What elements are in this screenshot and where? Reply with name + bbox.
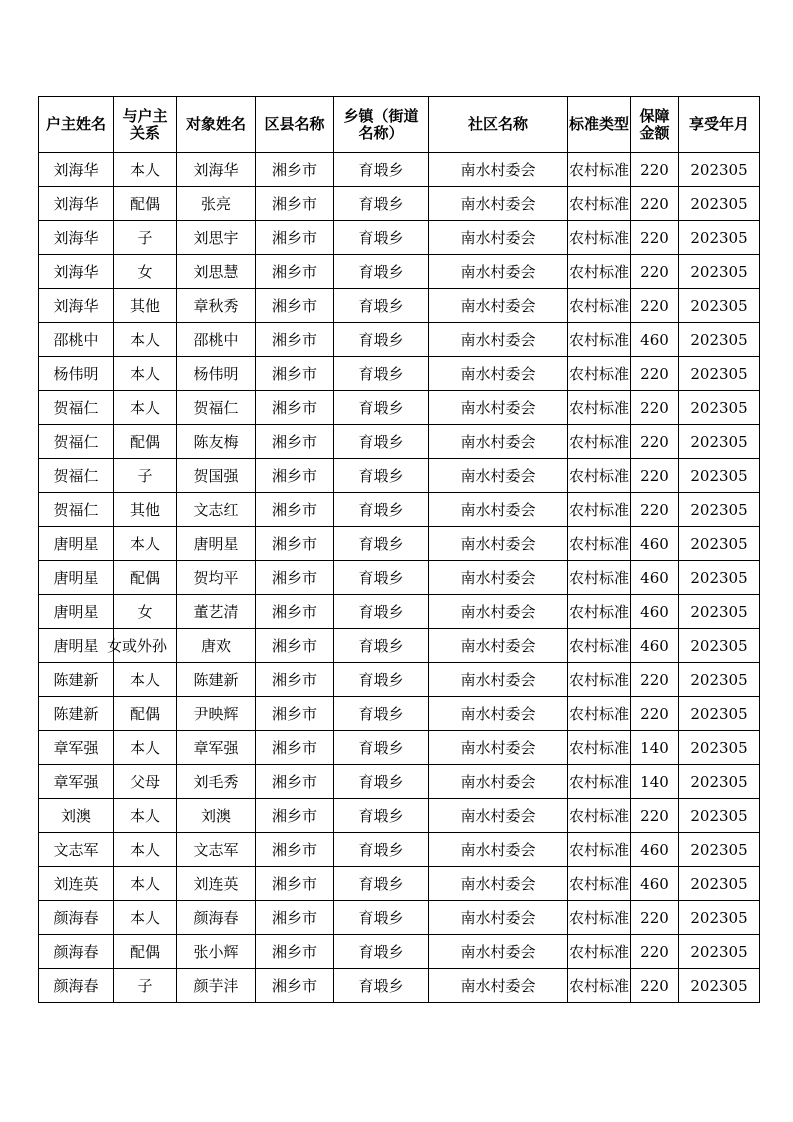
- cell-biaozhun: 农村标准: [568, 663, 631, 697]
- cell-guanxi: 配偶: [114, 697, 177, 731]
- cell-biaozhun: 农村标准: [568, 595, 631, 629]
- cell-quxian: 湘乡市: [256, 833, 334, 867]
- table-row: [39, 663, 760, 697]
- cell-biaozhun: 农村标准: [568, 425, 631, 459]
- cell-huzhu: 刘海华: [39, 221, 114, 255]
- cell-quxian: 湘乡市: [256, 357, 334, 391]
- cell-shequ: 南水村委会: [429, 833, 568, 867]
- cell-huzhu: 刘澳: [39, 799, 114, 833]
- cell-nianyue: 202305: [679, 255, 760, 289]
- cell-duixiang: 陈友梅: [177, 425, 256, 459]
- cell-duixiang: 章秋秀: [177, 289, 256, 323]
- cell-quxian: 湘乡市: [256, 527, 334, 561]
- cell-jine: 460: [631, 867, 679, 901]
- cell-jine: 220: [631, 799, 679, 833]
- cell-huzhu: 刘海华: [39, 289, 114, 323]
- cell-xiangzhen: 育塅乡: [334, 595, 429, 629]
- cell-shequ: 南水村委会: [429, 459, 568, 493]
- cell-shequ: 南水村委会: [429, 561, 568, 595]
- cell-biaozhun: 农村标准: [568, 561, 631, 595]
- cell-huzhu: 刘连英: [39, 867, 114, 901]
- table-row: [39, 629, 760, 663]
- cell-biaozhun: 农村标准: [568, 629, 631, 663]
- cell-guanxi: 配偶: [114, 187, 177, 221]
- cell-quxian: 湘乡市: [256, 323, 334, 357]
- cell-huzhu: 唐明星: [39, 527, 114, 561]
- cell-duixiang: 尹映辉: [177, 697, 256, 731]
- table-row: [39, 969, 760, 1003]
- cell-nianyue: 202305: [679, 323, 760, 357]
- table-row: [39, 935, 760, 969]
- cell-quxian: 湘乡市: [256, 153, 334, 187]
- cell-xiangzhen: 育塅乡: [334, 391, 429, 425]
- cell-duixiang: 刘毛秀: [177, 765, 256, 799]
- table-row: [39, 833, 760, 867]
- cell-jine: 140: [631, 765, 679, 799]
- cell-huzhu: 贺福仁: [39, 425, 114, 459]
- cell-biaozhun: 农村标准: [568, 935, 631, 969]
- cell-xiangzhen: 育塅乡: [334, 969, 429, 1003]
- cell-xiangzhen: 育塅乡: [334, 187, 429, 221]
- cell-duixiang: 刘思慧: [177, 255, 256, 289]
- cell-xiangzhen: 育塅乡: [334, 867, 429, 901]
- cell-shequ: 南水村委会: [429, 493, 568, 527]
- cell-huzhu: 章军强: [39, 731, 114, 765]
- header-cell-shequ: 社区名称: [429, 97, 568, 153]
- table-row: [39, 799, 760, 833]
- cell-biaozhun: 农村标准: [568, 255, 631, 289]
- cell-jine: 220: [631, 289, 679, 323]
- cell-duixiang: 张小辉: [177, 935, 256, 969]
- cell-guanxi: 其他: [114, 289, 177, 323]
- cell-xiangzhen: 育塅乡: [334, 731, 429, 765]
- cell-huzhu: 邵桃中: [39, 323, 114, 357]
- cell-biaozhun: 农村标准: [568, 731, 631, 765]
- cell-quxian: 湘乡市: [256, 425, 334, 459]
- cell-guanxi: 女或外孙: [114, 629, 177, 663]
- cell-jine: 220: [631, 459, 679, 493]
- cell-duixiang: 刘海华: [177, 153, 256, 187]
- table-row: [39, 425, 760, 459]
- table-row: [39, 357, 760, 391]
- cell-huzhu: 陈建新: [39, 697, 114, 731]
- table-row: [39, 867, 760, 901]
- cell-biaozhun: 农村标准: [568, 323, 631, 357]
- table-row: [39, 595, 760, 629]
- cell-shequ: 南水村委会: [429, 595, 568, 629]
- table-row: [39, 187, 760, 221]
- cell-jine: 220: [631, 697, 679, 731]
- cell-shequ: 南水村委会: [429, 391, 568, 425]
- cell-duixiang: 陈建新: [177, 663, 256, 697]
- cell-guanxi: 配偶: [114, 935, 177, 969]
- cell-biaozhun: 农村标准: [568, 153, 631, 187]
- cell-jine: 220: [631, 935, 679, 969]
- table-row: [39, 561, 760, 595]
- cell-guanxi: 父母: [114, 765, 177, 799]
- cell-huzhu: 颜海春: [39, 969, 114, 1003]
- header-cell-jine: 保障金额: [631, 97, 679, 153]
- cell-jine: 140: [631, 731, 679, 765]
- cell-nianyue: 202305: [679, 663, 760, 697]
- cell-duixiang: 文志军: [177, 833, 256, 867]
- cell-quxian: 湘乡市: [256, 595, 334, 629]
- cell-guanxi: 子: [114, 969, 177, 1003]
- cell-shequ: 南水村委会: [429, 425, 568, 459]
- cell-shequ: 南水村委会: [429, 187, 568, 221]
- cell-shequ: 南水村委会: [429, 527, 568, 561]
- table-header: [39, 97, 760, 153]
- header-cell-guanxi: 与户主关系: [114, 97, 177, 153]
- cell-jine: 460: [631, 527, 679, 561]
- cell-jine: 220: [631, 391, 679, 425]
- cell-quxian: 湘乡市: [256, 867, 334, 901]
- cell-jine: 220: [631, 153, 679, 187]
- cell-quxian: 湘乡市: [256, 493, 334, 527]
- cell-duixiang: 贺福仁: [177, 391, 256, 425]
- cell-duixiang: 章军强: [177, 731, 256, 765]
- cell-xiangzhen: 育塅乡: [334, 799, 429, 833]
- cell-jine: 220: [631, 663, 679, 697]
- cell-duixiang: 颜芋沣: [177, 969, 256, 1003]
- cell-quxian: 湘乡市: [256, 969, 334, 1003]
- cell-biaozhun: 农村标准: [568, 527, 631, 561]
- cell-nianyue: 202305: [679, 391, 760, 425]
- cell-huzhu: 颜海春: [39, 901, 114, 935]
- cell-nianyue: 202305: [679, 493, 760, 527]
- cell-quxian: 湘乡市: [256, 901, 334, 935]
- cell-shequ: 南水村委会: [429, 663, 568, 697]
- cell-duixiang: 董艺清: [177, 595, 256, 629]
- cell-duixiang: 刘思宇: [177, 221, 256, 255]
- cell-biaozhun: 农村标准: [568, 833, 631, 867]
- cell-guanxi: 本人: [114, 833, 177, 867]
- cell-nianyue: 202305: [679, 561, 760, 595]
- cell-duixiang: 文志红: [177, 493, 256, 527]
- cell-xiangzhen: 育塅乡: [334, 833, 429, 867]
- cell-quxian: 湘乡市: [256, 629, 334, 663]
- cell-xiangzhen: 育塅乡: [334, 663, 429, 697]
- cell-jine: 220: [631, 221, 679, 255]
- cell-guanxi: 本人: [114, 357, 177, 391]
- table-row: [39, 527, 760, 561]
- cell-guanxi: 子: [114, 221, 177, 255]
- cell-huzhu: 唐明星: [39, 561, 114, 595]
- cell-quxian: 湘乡市: [256, 187, 334, 221]
- cell-biaozhun: 农村标准: [568, 765, 631, 799]
- cell-huzhu: 杨伟明: [39, 357, 114, 391]
- cell-xiangzhen: 育塅乡: [334, 697, 429, 731]
- header-row: [39, 97, 760, 153]
- cell-huzhu: 刘海华: [39, 187, 114, 221]
- cell-xiangzhen: 育塅乡: [334, 459, 429, 493]
- table-row: [39, 221, 760, 255]
- cell-quxian: 湘乡市: [256, 697, 334, 731]
- cell-nianyue: 202305: [679, 629, 760, 663]
- cell-guanxi: 本人: [114, 901, 177, 935]
- cell-xiangzhen: 育塅乡: [334, 255, 429, 289]
- cell-biaozhun: 农村标准: [568, 969, 631, 1003]
- cell-duixiang: 张亮: [177, 187, 256, 221]
- header-cell-huzhu: 户主姓名: [39, 97, 114, 153]
- cell-jine: 460: [631, 629, 679, 663]
- cell-shequ: 南水村委会: [429, 731, 568, 765]
- cell-biaozhun: 农村标准: [568, 493, 631, 527]
- cell-quxian: 湘乡市: [256, 731, 334, 765]
- cell-jine: 220: [631, 969, 679, 1003]
- cell-nianyue: 202305: [679, 697, 760, 731]
- cell-shequ: 南水村委会: [429, 289, 568, 323]
- cell-shequ: 南水村委会: [429, 969, 568, 1003]
- cell-nianyue: 202305: [679, 867, 760, 901]
- cell-guanxi: 子: [114, 459, 177, 493]
- cell-biaozhun: 农村标准: [568, 221, 631, 255]
- cell-nianyue: 202305: [679, 935, 760, 969]
- header-cell-xiangzhen: 乡镇（街道名称）: [334, 97, 429, 153]
- cell-duixiang: 刘连英: [177, 867, 256, 901]
- cell-shequ: 南水村委会: [429, 255, 568, 289]
- table-row: [39, 493, 760, 527]
- cell-xiangzhen: 育塅乡: [334, 323, 429, 357]
- cell-nianyue: 202305: [679, 799, 760, 833]
- cell-huzhu: 贺福仁: [39, 493, 114, 527]
- cell-nianyue: 202305: [679, 969, 760, 1003]
- cell-biaozhun: 农村标准: [568, 357, 631, 391]
- cell-guanxi: 配偶: [114, 425, 177, 459]
- cell-duixiang: 贺国强: [177, 459, 256, 493]
- header-cell-duixiang: 对象姓名: [177, 97, 256, 153]
- cell-xiangzhen: 育塅乡: [334, 425, 429, 459]
- cell-quxian: 湘乡市: [256, 663, 334, 697]
- cell-quxian: 湘乡市: [256, 255, 334, 289]
- cell-xiangzhen: 育塅乡: [334, 221, 429, 255]
- cell-xiangzhen: 育塅乡: [334, 357, 429, 391]
- cell-jine: 460: [631, 323, 679, 357]
- cell-quxian: 湘乡市: [256, 561, 334, 595]
- header-cell-quxian: 区县名称: [256, 97, 334, 153]
- cell-shequ: 南水村委会: [429, 799, 568, 833]
- cell-quxian: 湘乡市: [256, 799, 334, 833]
- cell-jine: 220: [631, 493, 679, 527]
- cell-nianyue: 202305: [679, 595, 760, 629]
- table-row: [39, 323, 760, 357]
- cell-jine: 220: [631, 425, 679, 459]
- cell-quxian: 湘乡市: [256, 391, 334, 425]
- cell-shequ: 南水村委会: [429, 357, 568, 391]
- table-row: [39, 901, 760, 935]
- cell-quxian: 湘乡市: [256, 289, 334, 323]
- cell-nianyue: 202305: [679, 357, 760, 391]
- cell-nianyue: 202305: [679, 153, 760, 187]
- cell-duixiang: 唐明星: [177, 527, 256, 561]
- table-row: [39, 255, 760, 289]
- cell-duixiang: 唐欢: [177, 629, 256, 663]
- cell-shequ: 南水村委会: [429, 935, 568, 969]
- cell-shequ: 南水村委会: [429, 221, 568, 255]
- cell-guanxi: 本人: [114, 867, 177, 901]
- cell-xiangzhen: 育塅乡: [334, 935, 429, 969]
- table-body: [39, 153, 760, 1003]
- cell-jine: 220: [631, 357, 679, 391]
- cell-biaozhun: 农村标准: [568, 901, 631, 935]
- cell-duixiang: 颜海春: [177, 901, 256, 935]
- cell-shequ: 南水村委会: [429, 629, 568, 663]
- assistance-table: [38, 96, 760, 1003]
- cell-jine: 220: [631, 901, 679, 935]
- cell-jine: 220: [631, 187, 679, 221]
- cell-quxian: 湘乡市: [256, 935, 334, 969]
- table-row: [39, 731, 760, 765]
- cell-guanxi: 本人: [114, 391, 177, 425]
- cell-xiangzhen: 育塅乡: [334, 901, 429, 935]
- cell-biaozhun: 农村标准: [568, 459, 631, 493]
- cell-shequ: 南水村委会: [429, 697, 568, 731]
- cell-huzhu: 刘海华: [39, 255, 114, 289]
- cell-huzhu: 文志军: [39, 833, 114, 867]
- cell-shequ: 南水村委会: [429, 765, 568, 799]
- cell-shequ: 南水村委会: [429, 153, 568, 187]
- table-row: [39, 391, 760, 425]
- cell-xiangzhen: 育塅乡: [334, 153, 429, 187]
- cell-huzhu: 刘海华: [39, 153, 114, 187]
- cell-huzhu: 颜海春: [39, 935, 114, 969]
- cell-huzhu: 贺福仁: [39, 391, 114, 425]
- cell-shequ: 南水村委会: [429, 323, 568, 357]
- cell-quxian: 湘乡市: [256, 459, 334, 493]
- cell-biaozhun: 农村标准: [568, 867, 631, 901]
- cell-huzhu: 陈建新: [39, 663, 114, 697]
- cell-jine: 220: [631, 255, 679, 289]
- cell-xiangzhen: 育塅乡: [334, 629, 429, 663]
- table-row: [39, 459, 760, 493]
- cell-nianyue: 202305: [679, 901, 760, 935]
- table-row: [39, 765, 760, 799]
- cell-duixiang: 邵桃中: [177, 323, 256, 357]
- cell-quxian: 湘乡市: [256, 765, 334, 799]
- cell-nianyue: 202305: [679, 425, 760, 459]
- cell-nianyue: 202305: [679, 187, 760, 221]
- cell-guanxi: 本人: [114, 527, 177, 561]
- cell-quxian: 湘乡市: [256, 221, 334, 255]
- cell-nianyue: 202305: [679, 221, 760, 255]
- cell-biaozhun: 农村标准: [568, 187, 631, 221]
- header-cell-biaozhun: 标准类型: [568, 97, 631, 153]
- cell-duixiang: 贺均平: [177, 561, 256, 595]
- cell-jine: 460: [631, 561, 679, 595]
- cell-huzhu: 唐明星: [39, 595, 114, 629]
- cell-xiangzhen: 育塅乡: [334, 493, 429, 527]
- cell-xiangzhen: 育塅乡: [334, 289, 429, 323]
- cell-guanxi: 本人: [114, 799, 177, 833]
- cell-nianyue: 202305: [679, 833, 760, 867]
- cell-biaozhun: 农村标准: [568, 391, 631, 425]
- cell-nianyue: 202305: [679, 459, 760, 493]
- cell-nianyue: 202305: [679, 289, 760, 323]
- cell-duixiang: 杨伟明: [177, 357, 256, 391]
- cell-nianyue: 202305: [679, 765, 760, 799]
- cell-biaozhun: 农村标准: [568, 799, 631, 833]
- table-row: [39, 153, 760, 187]
- cell-guanxi: 其他: [114, 493, 177, 527]
- cell-guanxi: 女: [114, 595, 177, 629]
- cell-shequ: 南水村委会: [429, 901, 568, 935]
- cell-guanxi: 配偶: [114, 561, 177, 595]
- table-row: [39, 697, 760, 731]
- cell-guanxi: 本人: [114, 323, 177, 357]
- cell-shequ: 南水村委会: [429, 867, 568, 901]
- cell-huzhu: 贺福仁: [39, 459, 114, 493]
- cell-xiangzhen: 育塅乡: [334, 561, 429, 595]
- cell-jine: 460: [631, 595, 679, 629]
- cell-guanxi: 女: [114, 255, 177, 289]
- cell-xiangzhen: 育塅乡: [334, 527, 429, 561]
- cell-biaozhun: 农村标准: [568, 697, 631, 731]
- cell-jine: 460: [631, 833, 679, 867]
- cell-guanxi: 本人: [114, 663, 177, 697]
- cell-nianyue: 202305: [679, 731, 760, 765]
- cell-huzhu: 章军强: [39, 765, 114, 799]
- table-row: [39, 289, 760, 323]
- cell-guanxi: 本人: [114, 153, 177, 187]
- cell-duixiang: 刘澳: [177, 799, 256, 833]
- cell-nianyue: 202305: [679, 527, 760, 561]
- cell-guanxi: 本人: [114, 731, 177, 765]
- cell-biaozhun: 农村标准: [568, 289, 631, 323]
- cell-xiangzhen: 育塅乡: [334, 765, 429, 799]
- header-cell-nianyue: 享受年月: [679, 97, 760, 153]
- cell-huzhu: 唐明星: [39, 629, 114, 663]
